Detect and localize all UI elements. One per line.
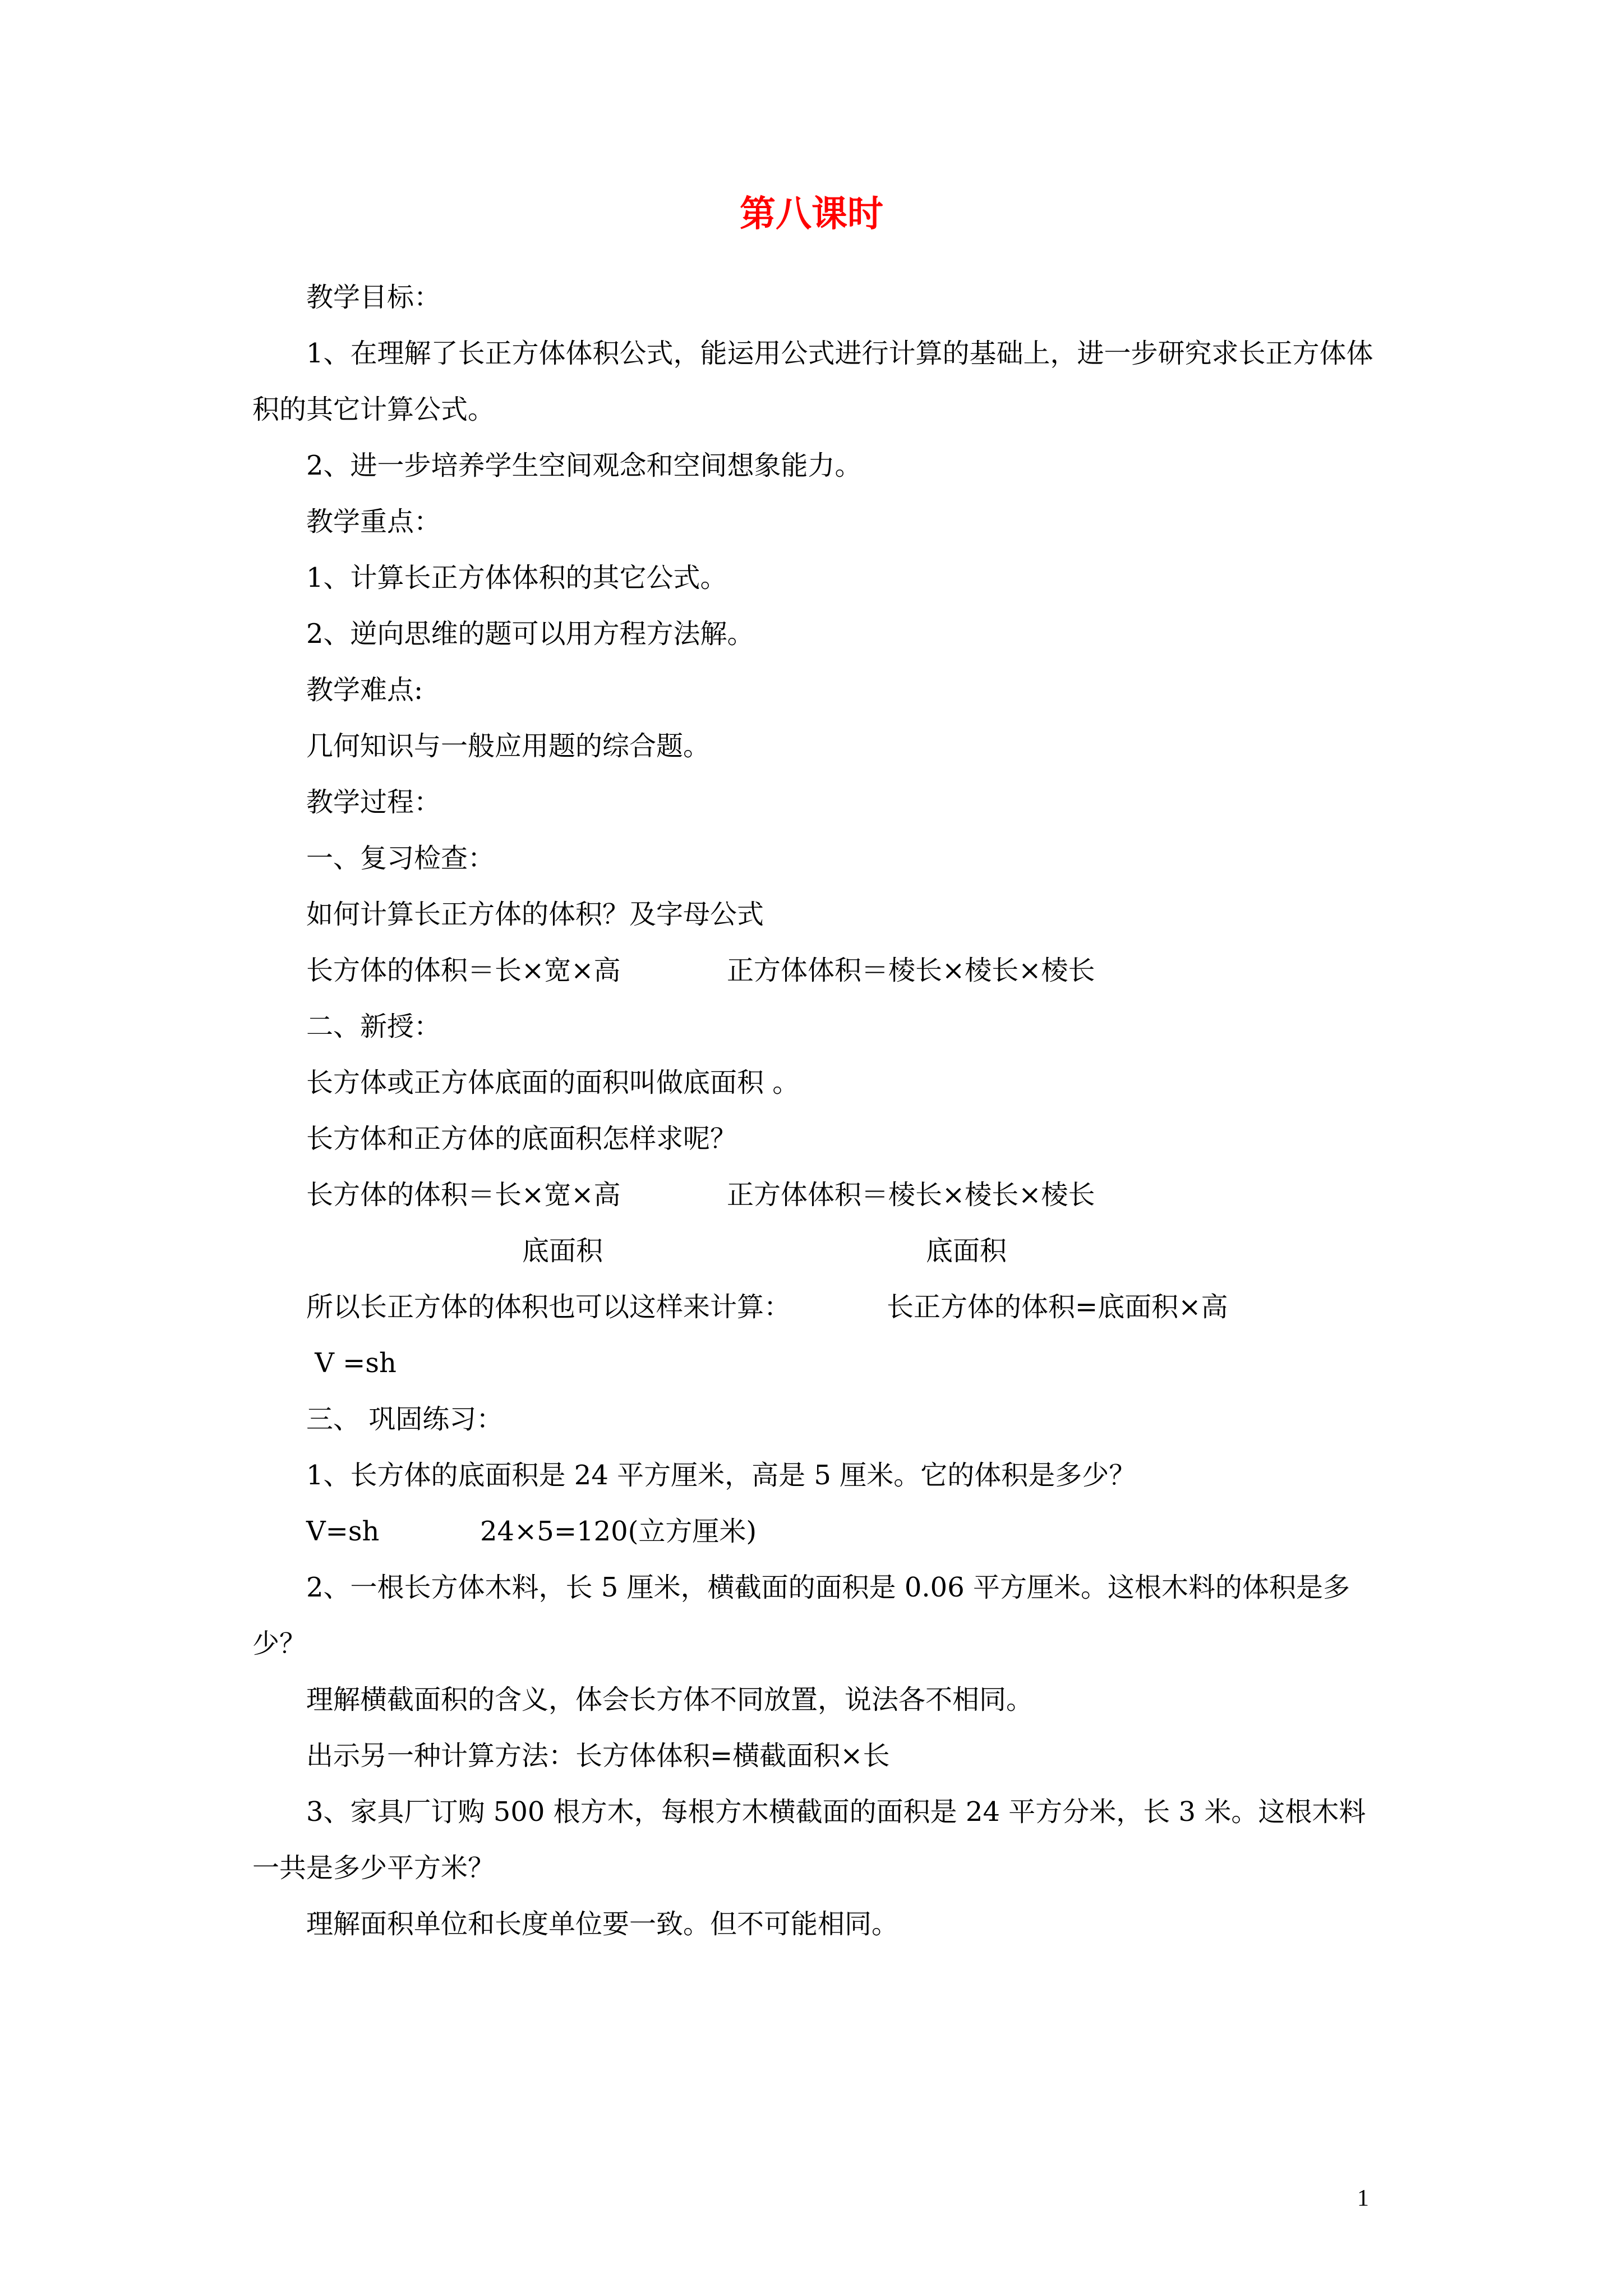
- formula-row-2: [306, 1167, 1385, 1223]
- page-title: 第八课时: [740, 194, 883, 235]
- new-lesson-heading: 二、新授：: [306, 1011, 441, 1042]
- formula-cuboid-2: 长方体的体积＝长×宽×高: [306, 1179, 621, 1211]
- document-body: [252, 269, 1385, 1952]
- v-formula: V =sh: [306, 1347, 396, 1379]
- review-heading: 一、复习检查：: [306, 843, 495, 874]
- base-area-labels-row: [306, 1223, 1385, 1279]
- key-point-2: 2、逆向思维的题可以用方程方法解。: [306, 618, 754, 650]
- formula-cube: 正方体体积＝棱长×棱长×棱长: [727, 955, 1095, 986]
- difficulties-heading: 教学难点:: [306, 674, 423, 706]
- objectives-heading: 教学目标：: [306, 282, 441, 313]
- so-row: [306, 1279, 1385, 1335]
- objective-2: 2、进一步培养学生空间观念和空间想象能力。: [306, 450, 862, 481]
- exercise-2: 2、一根长方体木料，长 5 厘米，横截面的面积是 0.06 平方厘米。这根木料的体积是多少？: [252, 1572, 1350, 1659]
- exercise-1-answer-formula: V=sh: [306, 1516, 380, 1547]
- key-points-heading: 教学重点：: [306, 506, 441, 537]
- exercise-1-answer-calc: 24×5=120(立方厘米): [480, 1516, 757, 1547]
- base-area-definition: 长方体或正方体底面的面积叫做底面积 。: [306, 1067, 800, 1098]
- objective-1: 1、在理解了长正方体体积公式，能运用公式进行计算的基础上，进一步研究求长正方体体积的其它计算公式。: [252, 338, 1373, 425]
- formula-cube-2: 正方体体积＝棱长×棱长×棱长: [727, 1179, 1095, 1211]
- formula-cuboid: 长方体的体积＝长×宽×高: [306, 955, 621, 986]
- base-area-label-cube: 底面积: [926, 1235, 1007, 1267]
- review-question: 如何计算长正方体的体积？及字母公式: [306, 899, 764, 930]
- exercise-1-answer-row: [306, 1503, 1385, 1559]
- key-point-1: 1、计算长正方体体积的其它公式。: [306, 562, 727, 593]
- difficulty-1: 几何知识与一般应用题的综合题。: [306, 730, 711, 762]
- so-text: 所以长正方体的体积也可以这样来计算：: [306, 1291, 791, 1323]
- practice-heading: 三、 巩固练习：: [306, 1404, 504, 1435]
- so-formula: 长正方体的体积=底面积×高: [887, 1291, 1228, 1323]
- exercise-2-note: 理解横截面积的含义，体会长方体不同放置，说法各不相同。: [306, 1684, 1034, 1715]
- exercise-3: 3、家具厂订购 500 根方木，每根方木横截面的面积是 24 平方分米，长 3 米。这根木料一共是多少平方米？: [252, 1796, 1366, 1884]
- exercise-3-note: 理解面积单位和长度单位要一致。但不可能相同。: [306, 1908, 899, 1940]
- formula-row-1: [306, 942, 1385, 999]
- page-number: 1: [1357, 2185, 1369, 2211]
- process-heading: 教学过程：: [306, 786, 441, 818]
- exercise-2-method: 出示另一种计算方法：长方体体积=横截面积×长: [306, 1740, 890, 1772]
- base-area-question: 长方体和正方体的底面积怎样求呢？: [306, 1123, 737, 1154]
- exercise-1: 1、长方体的底面积是 24 平方厘米，高是 5 厘米。它的体积是多少？: [306, 1460, 1136, 1491]
- base-area-label-cuboid: 底面积: [522, 1235, 603, 1267]
